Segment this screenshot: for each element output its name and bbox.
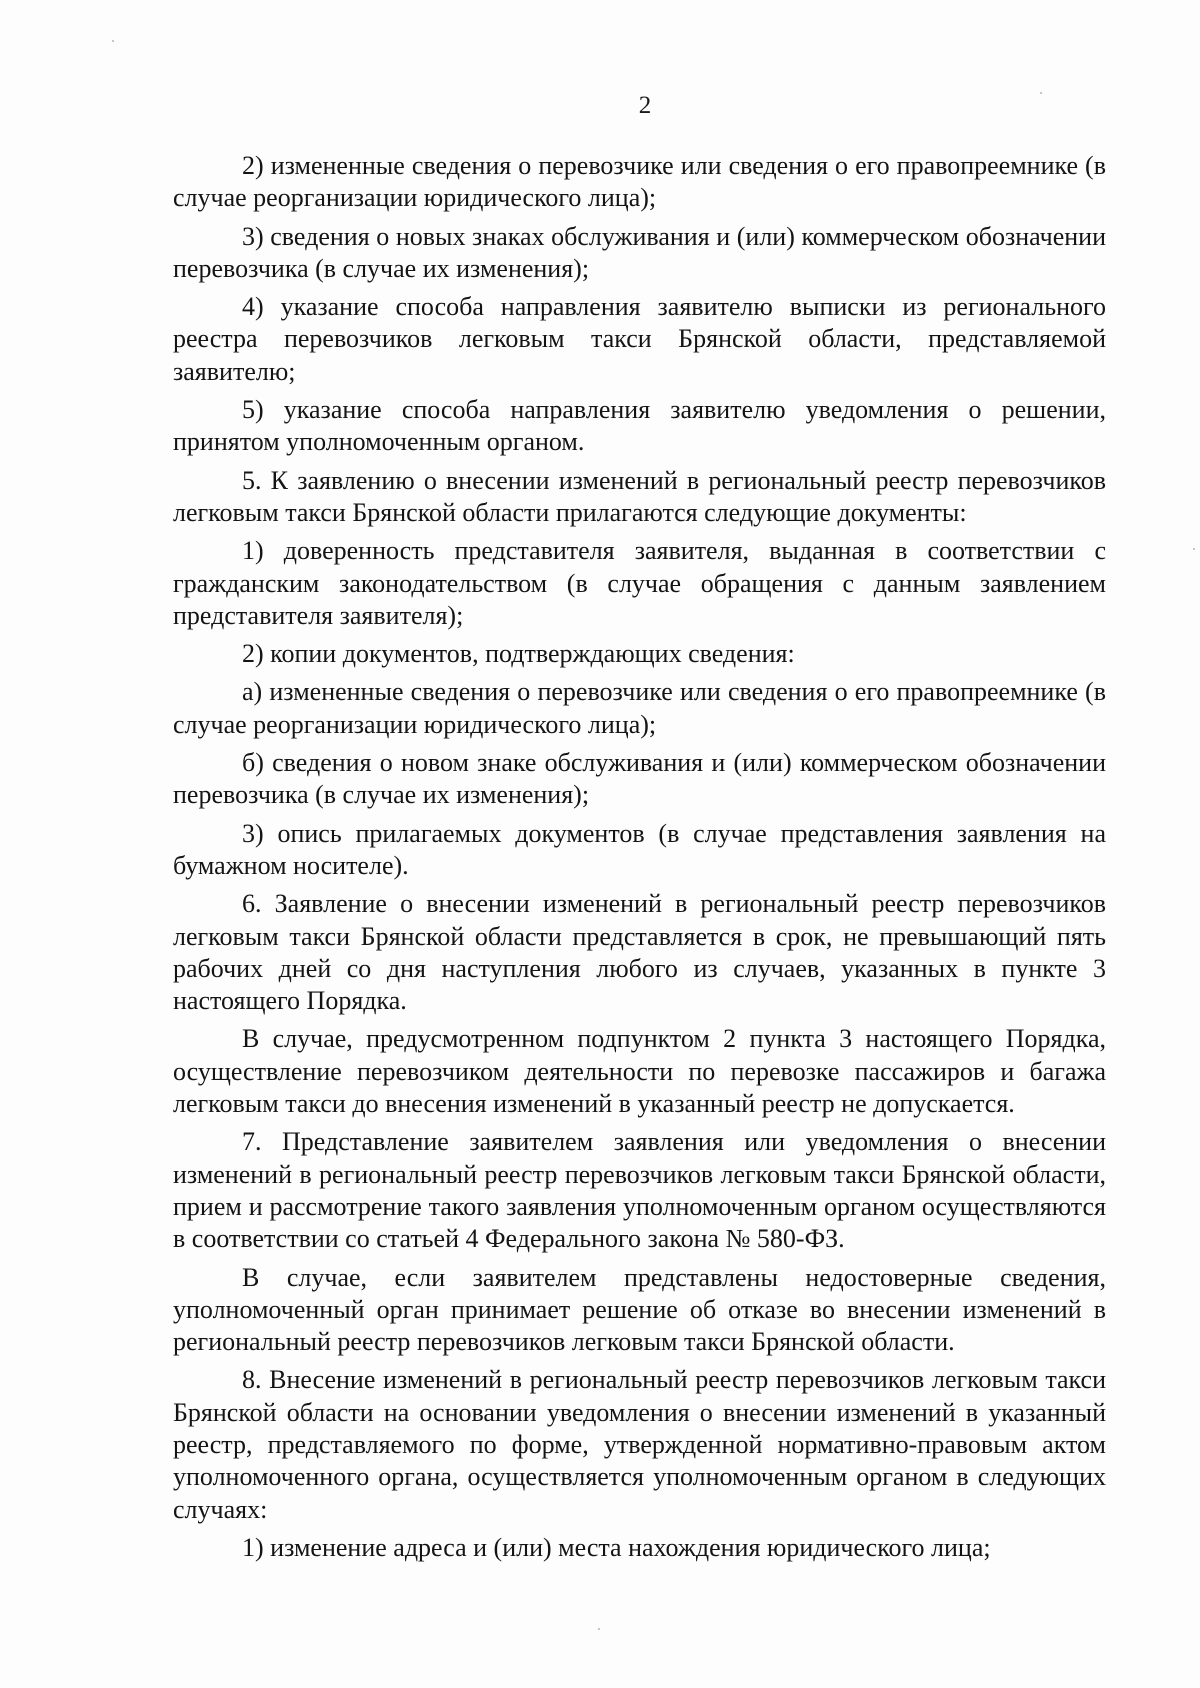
paragraph-item-5: 5) указание способа направления заявителю уведомления о решении, принятом уполномоченным органом. (173, 395, 1106, 457)
paragraph-subitem-a: а) измененные сведения о перевозчике или сведения о его правопреемнике (в случае реорганизации юридического лица); (173, 677, 1106, 739)
scan-speck (1193, 548, 1195, 550)
paragraph-attachment-1: 1) доверенность представителя заявителя, выданная в соответствии с гражданским законодательством (в случае обращения с данным заявлением представителя заявителя); (173, 536, 1106, 630)
paragraph-item-3: 3) сведения о новых знаках обслуживания и (или) коммерческом обозначении перевозчика (в случае их изменения); (173, 221, 1106, 283)
scan-speck (1040, 92, 1042, 94)
paragraph-section-7: 7. Представление заявителем заявления или уведомления о внесении изменений в региональный реестр перевозчиков легковым такси Брянской области, прием и рассмотрение такого заявления уполномоченным органом осуществляются в соответствии со статьей 4 Федерального закона № 580-ФЗ. (173, 1127, 1106, 1254)
scan-speck (598, 1628, 600, 1630)
paragraph-item-2: 2) измененные сведения о перевозчике или сведения о его правопреемнике (в случае реорганизации юридического лица); (173, 151, 1106, 213)
paragraph-subitem-b: б) сведения о новом знаке обслуживания и (или) коммерческом обозначении перевозчика (в случае их изменения); (173, 748, 1106, 810)
paragraph-section-7-case: В случае, если заявителем представлены недостоверные сведения, уполномоченный орган принимает решение об отказе во внесении изменений в региональный реестр перевозчиков легковым такси Брянской области. (173, 1262, 1106, 1357)
paragraph-section-5: 5. К заявлению о внесении изменений в региональный реестр перевозчиков легковым такси Брянской области прилагаются следующие документы: (173, 465, 1106, 527)
paragraph-section-8-item-1: 1) изменение адреса и (или) места нахождения юридического лица; (242, 1532, 991, 1562)
paragraph-attachment-3: 3) опись прилагаемых документов (в случае представления заявления на бумажном носителе). (173, 818, 1106, 880)
paragraph-attachment-2: 2) копии документов, подтверждающих сведения: (242, 639, 795, 669)
paragraph-section-8: 8. Внесение изменений в региональный реестр перевозчиков легковым такси Брянской области на основании уведомления о внесении изменений в указанный реестр, представляемого по форме, утвержденной нормативно-правовым актом уполномоченного органа, осуществляется уполномоченным органом в следующих случаях: (173, 1365, 1106, 1524)
scan-speck (112, 40, 114, 42)
document-body (173, 150, 1106, 1564)
page-number: 2 (638, 92, 652, 119)
paragraph-section-6-case: В случае, предусмотренном подпунктом 2 пункта 3 настоящего Порядка, осуществление перевозчиком деятельности по перевозке пассажиров и багажа легковым такси до внесения изменений в указанный реестр не допускается. (173, 1024, 1106, 1119)
paragraph-section-6: 6. Заявление о внесении изменений в региональный реестр перевозчиков легковым такси Брянской области представляется в срок, не превышающий пять рабочих дней со дня наступления любого из случаев, указанных в пункте 3 настоящего Порядка. (173, 889, 1106, 1016)
paragraph-item-4: 4) указание способа направления заявителю выписки из регионального реестра перевозчиков легковым такси Брянской области, представляемой заявителю; (173, 292, 1106, 386)
